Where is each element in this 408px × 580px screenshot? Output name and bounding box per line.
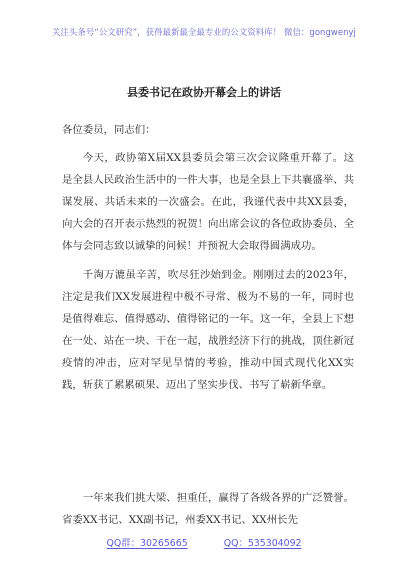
- paragraph-1: 今天，政协第X届XX县委员会第三次会议隆重开幕了。这是全县人民政治生活中的一件大事，也是全县上下共襄盛举、共谋发展、共话未来的一次盛会。在此，我谨代表中共XX县委，向大会的召开表示热烈的祝贺！向出席会议的各位政协委员、全体与会同志致以诚挚的问候！并预祝大会取得圆满成功。: [62, 152, 354, 252]
- salutation: 各位委员，同志们：: [62, 124, 156, 136]
- document-title: 县委书记在政协开幕会上的讲话: [127, 86, 281, 99]
- footer-contact: [0, 535, 408, 549]
- paragraph-2: 千淘万漉虽辛苦，吹尽狂沙始到金。刚刚过去的2023年，注定是我们XX发展进程中极不寻常、极为不易的一年，同时也是值得难忘、值得感动、值得铭记的一年。这一年，全县上下想在一处、站在一块、干在一起，战胜经济下行的挑战，顶住新冠疫情的冲击，应对罕见旱情的考验，推动中国式现代化XX实践，斩获了累累硕果、迈出了坚实步伐、书写了崭新华章。: [62, 269, 354, 391]
- header-banner: 关注头条号“公文研究”，获得最新最全最专业的公文资料库！ 微信：gongwenyj: [52, 27, 356, 37]
- paragraph-3: 一年来我们挑大梁、担重任，赢得了各级各界的广泛赞誉。省委XX书记、XX副书记，州委XX书记、XX州长先: [62, 492, 354, 526]
- qq-contact-link[interactable]: QQ：535304092: [223, 538, 302, 549]
- qq-group-link[interactable]: QQ群：30265665: [106, 538, 188, 549]
